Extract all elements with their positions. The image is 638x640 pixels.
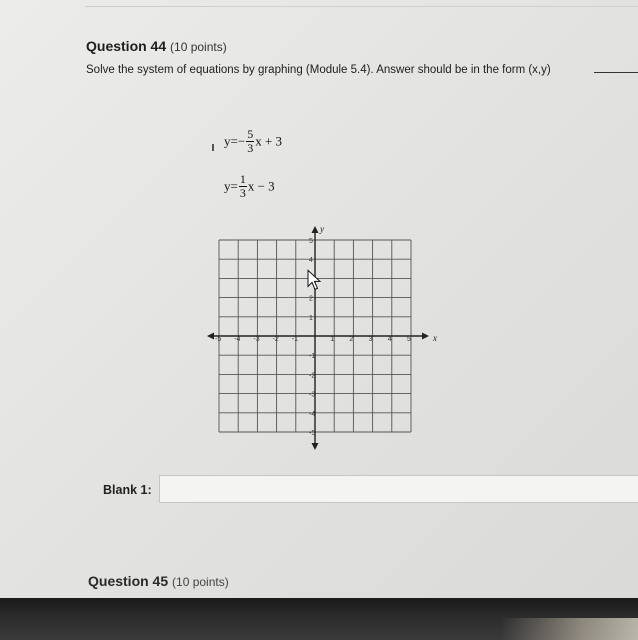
equation-1-sign: −: [237, 133, 246, 149]
blank-1-label: Blank 1:: [103, 483, 152, 497]
x-tick-label: -3: [253, 336, 260, 343]
y-axis-label: y: [320, 224, 324, 234]
equation-2-numerator: 1: [239, 172, 246, 186]
y-tick-label: -4: [309, 410, 316, 418]
y-axis-arrow-up: [312, 226, 319, 233]
y-tick-label: -2: [309, 372, 316, 380]
question-text: Solve the system of equations by graphing (Module 5.4). Answer should be in the form (x,y): [86, 64, 551, 76]
x-tick-label: -4: [234, 336, 241, 343]
equation-1-numerator: 5: [247, 127, 254, 141]
equation-1-denominator: 3: [247, 141, 254, 155]
next-question-points: (10 points): [172, 575, 229, 589]
x-axis-arrow-left: [207, 333, 214, 340]
x-tick-label: -2: [272, 336, 279, 343]
equation-2-fraction: [239, 173, 247, 200]
coordinate-grid: [200, 218, 440, 458]
next-question-heading: [88, 573, 229, 589]
y-tick-label: 2: [309, 295, 313, 303]
equation-2-equals: =: [230, 178, 238, 194]
equation-1-fraction: [246, 128, 254, 155]
y-tick-label: -1: [309, 353, 316, 361]
equation-1: [224, 128, 282, 155]
x-axis-label: x: [433, 333, 437, 343]
next-question-number: Question 45: [88, 573, 169, 589]
bezel-glare: [500, 618, 638, 640]
x-tick-label: -5: [215, 336, 222, 343]
x-tick-label: 4: [387, 336, 392, 343]
x-tick-label: 2: [349, 336, 354, 343]
blank-1-field-container[interactable]: [159, 475, 638, 503]
equation-2-denominator: 3: [239, 186, 246, 200]
y-tick-label: 1: [309, 314, 313, 322]
equation-2: [224, 173, 275, 200]
y-tick-label: 5: [309, 238, 313, 245]
question-points: (10 points): [170, 40, 227, 54]
equation-1-equals: =: [230, 133, 238, 149]
mouse-cursor-icon: [308, 270, 320, 289]
question-heading: [86, 38, 227, 54]
x-tick-label: 1: [330, 336, 335, 343]
x-tick-label: -1: [291, 336, 299, 343]
top-divider: [85, 6, 638, 7]
x-tick-label: 5: [407, 336, 411, 343]
question-number: Question 44: [86, 38, 167, 54]
equation-2-rest: x − 3: [247, 178, 275, 194]
answer-underline: [594, 72, 638, 73]
x-axis-arrow-right: [422, 333, 429, 340]
equation-2-lhs: y: [224, 178, 231, 194]
blank-1-input[interactable]: [160, 476, 638, 504]
y-tick-label: 4: [309, 257, 313, 265]
y-tick-label: -5: [309, 430, 316, 437]
equation-1-lhs: y: [224, 133, 231, 149]
equation-bullet-mark: [212, 144, 214, 151]
x-tick-label: 3: [368, 336, 373, 343]
equation-1-rest: x + 3: [255, 133, 283, 149]
y-axis-arrow-down: [312, 443, 319, 450]
y-tick-label: -3: [309, 391, 316, 399]
